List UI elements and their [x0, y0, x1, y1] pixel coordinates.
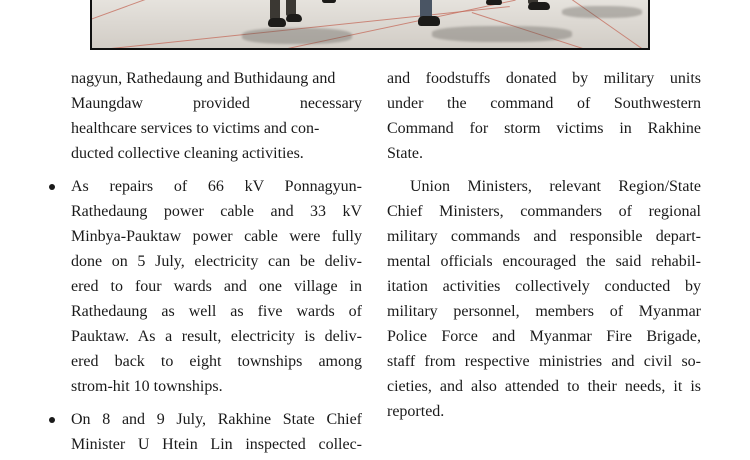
text-line: Minbya-Pauktaw power cable were fully — [71, 228, 362, 245]
article-photo — [90, 0, 650, 50]
text-line: State. — [387, 145, 423, 162]
bullet-item-power-repairs — [71, 174, 362, 399]
text-line: Union Ministers, relevant Region/State — [410, 178, 701, 195]
text-line: Maungdaw provided necessary — [71, 95, 362, 112]
right-main-paragraph — [387, 174, 701, 424]
text-line: itation activities collectively conducted by — [387, 278, 701, 295]
text-line: Pauktaw. As a result, electricity is deliv- — [71, 328, 362, 345]
text-line: ered back to eight townships among — [71, 353, 362, 370]
text-line: Rathedaung as well as five wards of — [71, 303, 362, 320]
text-line: staff from respective ministries and civil so- — [387, 353, 701, 370]
text-line: ered to four wards and one village in — [71, 278, 362, 295]
text-line: mental officials encouraged the said rehabil- — [387, 253, 701, 270]
text-line: On 8 and 9 July, Rakhine State Chief — [71, 411, 362, 428]
text-line: and foodstuffs donated by military units — [387, 70, 701, 87]
text-line: military personnel, members of Myanmar — [387, 303, 701, 320]
text-line: cieties, and also attended to their needs, it is — [387, 378, 701, 395]
text-line: done on 5 July, electricity can be deliv- — [71, 253, 362, 270]
bullet-icon — [49, 184, 55, 190]
left-continuation-paragraph — [71, 66, 362, 166]
text-line: ducted collective cleaning activities. — [71, 145, 304, 162]
right-column — [387, 66, 701, 424]
text-line: Chief Ministers, commanders of regional — [387, 203, 701, 220]
text-line: reported. — [387, 403, 445, 420]
text-line: under the command of Southwestern — [387, 95, 701, 112]
text-line: strom-hit 10 townships. — [71, 378, 223, 395]
text-line: nagyun, Rathedaung and Buthidaung and — [71, 70, 336, 87]
left-column — [71, 66, 362, 457]
text-line: Police Force and Myanmar Fire Brigade, — [387, 328, 701, 345]
text-line: Command for storm victims in Rakhine — [387, 120, 701, 137]
text-line: Minister U Htein Lin inspected collec- — [71, 436, 362, 453]
right-continuation-paragraph — [387, 66, 701, 166]
text-line: military commands and responsible depart- — [387, 228, 701, 245]
bullet-item-chief-minister — [71, 407, 362, 457]
text-line: healthcare services to victims and con- — [71, 120, 320, 137]
text-line: Rathedaung power cable and 33 kV — [71, 203, 362, 220]
bullet-icon — [49, 417, 55, 423]
text-line: As repairs of 66 kV Ponnagyun- — [71, 178, 362, 195]
